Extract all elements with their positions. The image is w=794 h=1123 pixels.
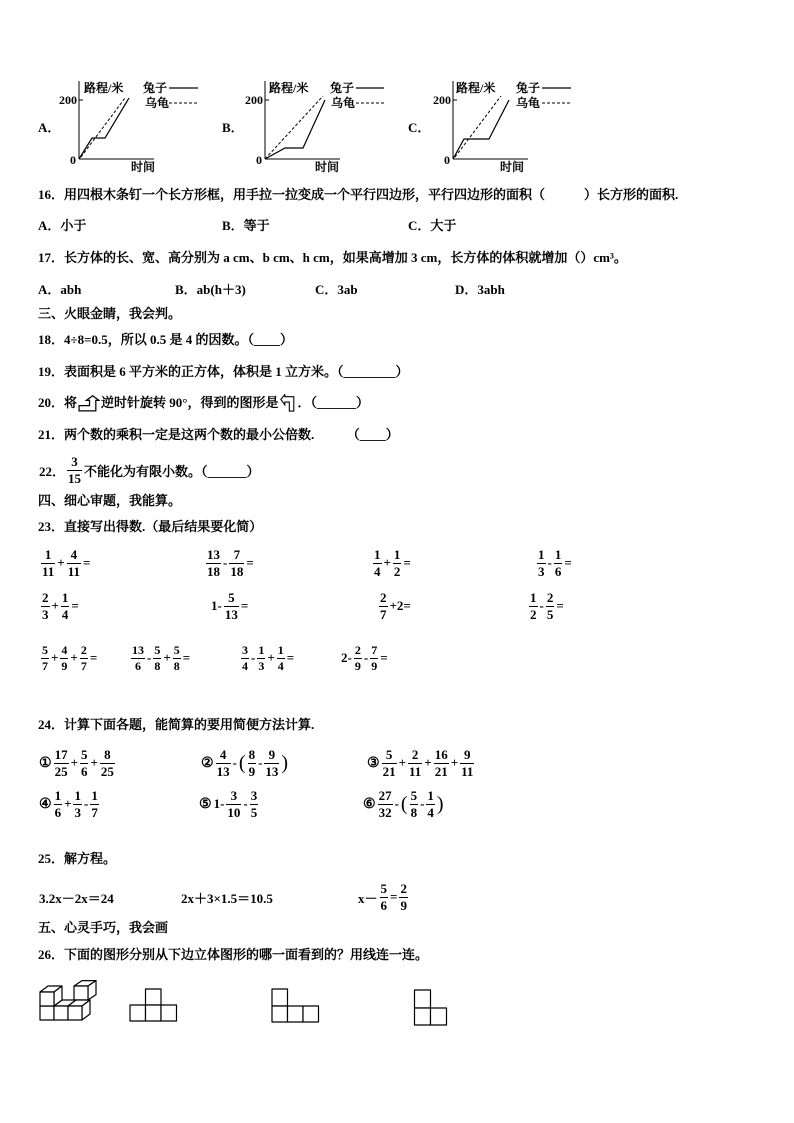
unit-square (303, 1006, 319, 1022)
fraction (67, 454, 82, 487)
numerator: 1 (374, 546, 381, 562)
expression-text: + (51, 598, 59, 613)
expression-text: 3.2x－2x＝24 (39, 890, 114, 906)
q20-text-middle: 逆时针旋转 90°，得到的图形是 (101, 395, 279, 410)
legend-rabbit-label: 兔子 (143, 81, 168, 95)
fraction (90, 788, 99, 821)
fraction (373, 547, 382, 580)
expression-text: + (267, 650, 275, 665)
unit-square (415, 990, 431, 1008)
y-axis-label: 路程/米 (269, 81, 309, 95)
unit-square (415, 1008, 431, 1025)
view-figure-1[interactable] (129, 987, 178, 1023)
legend-rabbit-label: 兔子 (516, 81, 541, 95)
denominator: 3 (538, 563, 545, 579)
denominator: 2 (530, 606, 537, 622)
fraction (248, 747, 257, 780)
numerator: 5 (382, 747, 397, 764)
numerator: 8 (100, 747, 115, 764)
cube-front-face (40, 1006, 54, 1020)
expression-text: +2= (389, 598, 411, 613)
y-axis-label: 路程/米 (456, 81, 496, 95)
expression-text: = (83, 555, 91, 570)
expression-text: - (232, 755, 237, 770)
question-21: 21．两个数的乘积一定是这两个数的最小公倍数. （____） (38, 427, 399, 442)
fraction (206, 547, 221, 580)
expression-text: 不能化为有限小数。（______） (84, 463, 260, 479)
distance-time-graph-c (433, 78, 578, 174)
denominator: 9 (61, 658, 68, 673)
fraction (382, 747, 397, 780)
question-26-stem: 26．下面的图形分别从下边立体图形的哪一面看到的？用线连一连。 (38, 947, 429, 962)
tortoise-line (455, 96, 501, 157)
numerator: 2 (546, 589, 554, 605)
denominator: 8 (173, 658, 180, 673)
x-axis-label: 时间 (131, 160, 156, 174)
numerator: 1 (277, 642, 284, 657)
fraction (546, 590, 555, 623)
expression-text: = (182, 650, 191, 665)
item-number: ⑤ (199, 796, 212, 812)
denominator: 5 (250, 804, 258, 820)
expression-text: 1- (213, 796, 225, 811)
denominator: 13 (216, 763, 230, 779)
question-18: 18．4÷8=0.5，所以 0.5 是 4 的因数。（____） (38, 332, 294, 347)
q24-expression (38, 784, 100, 824)
numerator: 9 (264, 747, 279, 764)
fraction (226, 788, 241, 821)
q23-expression (340, 638, 389, 678)
q23-expression (210, 586, 249, 626)
denominator: 9 (248, 763, 256, 779)
numerator: 4 (67, 547, 81, 564)
expression-text: 22． (39, 463, 66, 479)
question-20 (38, 393, 369, 413)
denominator: 9 (371, 658, 378, 673)
q16-option-a[interactable]: A．小于 (38, 218, 87, 233)
expression-text: + (51, 650, 59, 665)
expression-text: = (286, 650, 295, 665)
numerator: 1 (538, 546, 545, 562)
q24-expression (198, 784, 259, 824)
fraction (257, 643, 265, 674)
unit-square (146, 1005, 162, 1021)
fraction (264, 747, 279, 780)
q24-expression (362, 784, 445, 824)
legend-tortoise-label: 乌龟 (331, 96, 356, 110)
fraction (434, 747, 449, 780)
expression-text: = (564, 555, 572, 570)
item-number: ② (201, 755, 214, 771)
denominator: 10 (227, 804, 241, 820)
expression-text: + (450, 755, 459, 770)
fraction (61, 590, 70, 623)
rabbit-line (265, 100, 325, 159)
fraction (173, 643, 181, 674)
fraction (80, 747, 89, 780)
denominator: 18 (207, 563, 220, 579)
expression-text: = (380, 650, 388, 665)
expression-text: - (243, 796, 248, 811)
denominator: 6 (380, 897, 388, 913)
section-3-heading: 三、火眼金睛，我会判。 (38, 306, 182, 321)
legend-tortoise-label: 乌龟 (145, 96, 170, 110)
fraction (73, 788, 82, 821)
y-tick-label: 200 (59, 93, 77, 107)
graph-option-label-a: A． (38, 120, 61, 135)
q23-expression (536, 543, 573, 583)
numerator: 8 (248, 746, 256, 762)
numerator: 9 (460, 747, 474, 764)
numerator: 4 (61, 642, 68, 657)
numerator: 2 (354, 642, 361, 657)
parenthesis: ) (436, 792, 444, 815)
q16-option-b[interactable]: B．等于 (222, 218, 270, 233)
denominator: 7 (42, 658, 48, 673)
question-25-stem: 25．解方程。 (38, 851, 117, 866)
y-tick-label: 200 (245, 93, 263, 107)
unit-square (161, 1005, 177, 1021)
denominator: 4 (277, 658, 284, 673)
numerator: 1 (41, 547, 55, 564)
expression-text: - (83, 796, 89, 811)
q23-expression (205, 543, 255, 583)
rotated-arrow-shape-icon (279, 394, 296, 412)
q23-expression (240, 638, 295, 678)
q24-expression (200, 743, 289, 783)
denominator: 5 (546, 606, 554, 622)
fraction (370, 643, 378, 674)
denominator: 6 (54, 804, 62, 820)
expression-text: - (251, 650, 256, 665)
denominator: 21 (434, 763, 448, 779)
denominator: 25 (54, 763, 68, 779)
q23-expression (528, 586, 565, 626)
numerator: 3 (226, 788, 241, 805)
y-tick-label: 200 (433, 93, 451, 107)
numerator: 5 (154, 642, 161, 657)
fraction (60, 643, 68, 674)
denominator: 11 (408, 763, 422, 779)
q23-expression (130, 638, 191, 678)
fraction (378, 788, 393, 821)
denominator: 21 (382, 763, 396, 779)
denominator: 13 (224, 606, 238, 622)
numerator: 2 (400, 880, 407, 896)
item-number: ④ (39, 796, 52, 812)
numerator: 5 (42, 642, 48, 657)
denominator: 4 (374, 563, 381, 579)
numerator: 1 (54, 787, 62, 803)
denominator: 32 (378, 804, 392, 820)
legend-tortoise-label: 乌龟 (516, 96, 541, 110)
denominator: 8 (154, 658, 161, 673)
fraction (41, 643, 49, 674)
item-number: ① (39, 755, 52, 771)
denominator: 3 (42, 606, 49, 622)
distance-time-graph-a (59, 78, 204, 174)
fraction (41, 547, 55, 580)
tortoise-line (81, 98, 125, 157)
question-19: 19．表面积是 6 平方米的正方体，体积是 1 立方米。（________） (38, 364, 409, 379)
fraction (131, 643, 145, 674)
numerator: 3 (242, 642, 248, 657)
cube-front-face (74, 986, 88, 1000)
fraction (399, 881, 408, 914)
cube-stack-figure (38, 980, 104, 1026)
numerator: 1 (61, 589, 69, 605)
numerator: 1 (91, 787, 98, 803)
expression-text: = (556, 598, 564, 613)
numerator: 5 (173, 642, 180, 657)
denominator: 2 (393, 563, 401, 579)
fraction (554, 547, 563, 580)
denominator: 11 (461, 763, 474, 779)
q23-expression (378, 586, 412, 626)
expression-text: - (258, 755, 263, 770)
q20-text-before: 20．将 (38, 395, 78, 410)
q20-text-after: ．（______） (297, 395, 369, 410)
distance-time-graph-b (245, 78, 390, 174)
question-22 (38, 450, 261, 490)
expression-text: = (246, 555, 254, 570)
numerator: 2 (380, 589, 387, 605)
section-4-heading: 四、细心审题，我能算。 (38, 493, 182, 508)
fraction (100, 747, 115, 780)
unit-square (272, 1006, 288, 1022)
origin-label: 0 (256, 153, 262, 167)
q23-expression (40, 586, 80, 626)
expression-text: - (147, 650, 152, 665)
numerator: 2 (42, 589, 49, 605)
numerator: 3 (250, 787, 258, 803)
y-axis-label: 路程/米 (84, 81, 124, 95)
numerator: 5 (80, 746, 88, 762)
fraction (354, 643, 362, 674)
numerator: 7 (371, 642, 378, 657)
q16-option-c[interactable]: C．大于 (408, 218, 457, 233)
expression-text: - (394, 796, 399, 811)
numerator: 27 (378, 787, 392, 803)
expression-text: + (70, 755, 78, 770)
unit-square (431, 1008, 447, 1025)
denominator: 6 (554, 563, 562, 579)
graph-option-label-b: B． (222, 120, 244, 135)
numerator: 1 (554, 546, 562, 562)
expression-text: = (403, 555, 411, 570)
q25-equation (38, 877, 115, 917)
q17-option-d[interactable]: D．3abh (455, 282, 505, 297)
expression-text: = (390, 889, 398, 904)
fraction (408, 747, 422, 780)
fraction (67, 547, 81, 580)
expression-text: 2- (341, 650, 352, 665)
denominator: 9 (354, 658, 361, 673)
numerator: 1 (393, 546, 401, 562)
fraction (54, 747, 69, 780)
rabbit-line (79, 98, 129, 159)
fraction (250, 788, 259, 821)
cube-front-face (54, 1006, 68, 1020)
fraction (241, 643, 249, 674)
q17-option-c[interactable]: C．3ab (315, 282, 358, 297)
expression-text: = (89, 650, 98, 665)
q23-expression (40, 638, 98, 678)
numerator: 7 (229, 547, 244, 564)
expression-text: + (57, 555, 65, 570)
denominator: 15 (68, 470, 82, 486)
denominator: 4 (427, 804, 434, 820)
parenthesis: ) (281, 751, 289, 774)
denominator: 7 (380, 606, 387, 622)
question-23-stem: 23．直接写出得数.（最后结果要化简） (38, 519, 263, 534)
expression-text: + (424, 755, 432, 770)
unit-square (146, 989, 162, 1005)
numerator: 5 (410, 787, 418, 803)
denominator: 9 (400, 897, 407, 913)
numerator: 5 (224, 590, 239, 607)
denominator: 3 (74, 804, 81, 820)
expression-text: - (547, 555, 552, 570)
cube-front-face (68, 1006, 82, 1020)
numerator: 2 (408, 747, 422, 764)
expression-text: + (163, 650, 171, 665)
fraction (379, 590, 388, 623)
cube-front-face (40, 992, 54, 1006)
denominator: 25 (100, 763, 114, 779)
origin-label: 0 (444, 153, 450, 167)
fraction (426, 788, 435, 821)
q25-equation (357, 877, 409, 917)
question-17-stem: 17．长方体的长、宽、高分别为 a cm、b cm、h cm，如果高增加 3 cm，长方体的体积就增加（）cm³。 (38, 250, 627, 265)
numerator: 16 (434, 746, 448, 762)
fraction (393, 547, 402, 580)
expression-text: - (363, 650, 369, 665)
expression-text: - (539, 598, 544, 613)
graph-option-label-c: C． (408, 120, 431, 135)
x-axis-label: 时间 (315, 160, 340, 174)
section-5-heading: 五、心灵手巧，我会画 (38, 920, 169, 935)
fraction (80, 643, 88, 674)
numerator: 2 (80, 642, 87, 657)
fraction (54, 788, 63, 821)
view-figure-2[interactable] (271, 987, 320, 1024)
fraction (380, 881, 389, 914)
denominator: 18 (230, 563, 244, 579)
parenthesis: ( (400, 792, 408, 815)
q23-expression (372, 543, 412, 583)
expression-text: = (240, 598, 249, 613)
denominator: 13 (265, 763, 279, 779)
numerator: 4 (216, 747, 231, 764)
parenthesis: ( (238, 751, 246, 774)
expression-text: x－ (358, 890, 378, 906)
expression-text: + (90, 755, 98, 770)
fraction (410, 788, 419, 821)
expression-text: 1- (211, 598, 222, 613)
fraction (277, 643, 285, 674)
unit-square (272, 989, 288, 1006)
fraction (229, 547, 244, 580)
item-number: ③ (367, 755, 380, 771)
q25-equation (180, 877, 274, 917)
denominator: 6 (80, 763, 88, 779)
fraction (216, 747, 231, 780)
legend-rabbit-label: 兔子 (330, 81, 355, 95)
tortoise-line (265, 96, 323, 159)
expression-text: 2x＋3×1.5＝10.5 (181, 890, 273, 906)
denominator: 7 (80, 658, 87, 673)
numerator: 13 (132, 642, 144, 657)
fraction (529, 590, 538, 623)
expression-text: + (383, 555, 391, 570)
numerator: 13 (207, 546, 220, 562)
view-figure-3[interactable] (413, 988, 448, 1027)
fraction (537, 547, 546, 580)
numerator: 1 (427, 787, 434, 803)
expression-text: + (398, 755, 406, 770)
fraction (41, 590, 50, 623)
x-axis-label: 时间 (500, 160, 525, 174)
denominator: 11 (67, 563, 81, 579)
expression-text: - (223, 555, 228, 570)
q17-option-b[interactable]: B．ab(h＋3) (175, 282, 246, 297)
denominator: 4 (61, 606, 69, 622)
denominator: 4 (242, 658, 248, 673)
original-arrow-shape-icon (78, 395, 100, 412)
q24-expression (38, 743, 116, 783)
numerator: 5 (380, 880, 388, 896)
fraction (224, 590, 239, 623)
numerator: 3 (67, 454, 82, 471)
denominator: 7 (91, 804, 98, 820)
rabbit-line (453, 100, 509, 159)
denominator: 3 (258, 658, 265, 673)
question-16-stem: 16．用四根木条钉一个长方形框，用手拉一拉变成一个平行四边形，平行四边形的面积（ ）长方形的面积. (38, 187, 679, 202)
numerator: 1 (530, 589, 537, 605)
q24-expression (366, 743, 475, 783)
denominator: 6 (135, 658, 141, 673)
item-number: ⑥ (363, 796, 376, 812)
question-24-stem: 24．计算下面各题，能简算的要用简便方法计算. (38, 717, 315, 732)
numerator: 17 (54, 746, 68, 762)
unit-square (130, 1005, 146, 1021)
numerator: 1 (258, 642, 265, 657)
expression-text: = (71, 598, 79, 613)
q23-expression (40, 543, 91, 583)
denominator: 8 (410, 804, 418, 820)
expression-text: + (70, 650, 78, 665)
denominator: 11 (42, 563, 55, 579)
expression-text: + (64, 796, 72, 811)
fraction (460, 747, 474, 780)
expression-text: - (420, 796, 425, 811)
unit-square (288, 1006, 304, 1022)
fraction (153, 643, 161, 674)
origin-label: 0 (70, 153, 76, 167)
q17-option-a[interactable]: A．abh (38, 282, 82, 297)
numerator: 1 (74, 787, 81, 803)
